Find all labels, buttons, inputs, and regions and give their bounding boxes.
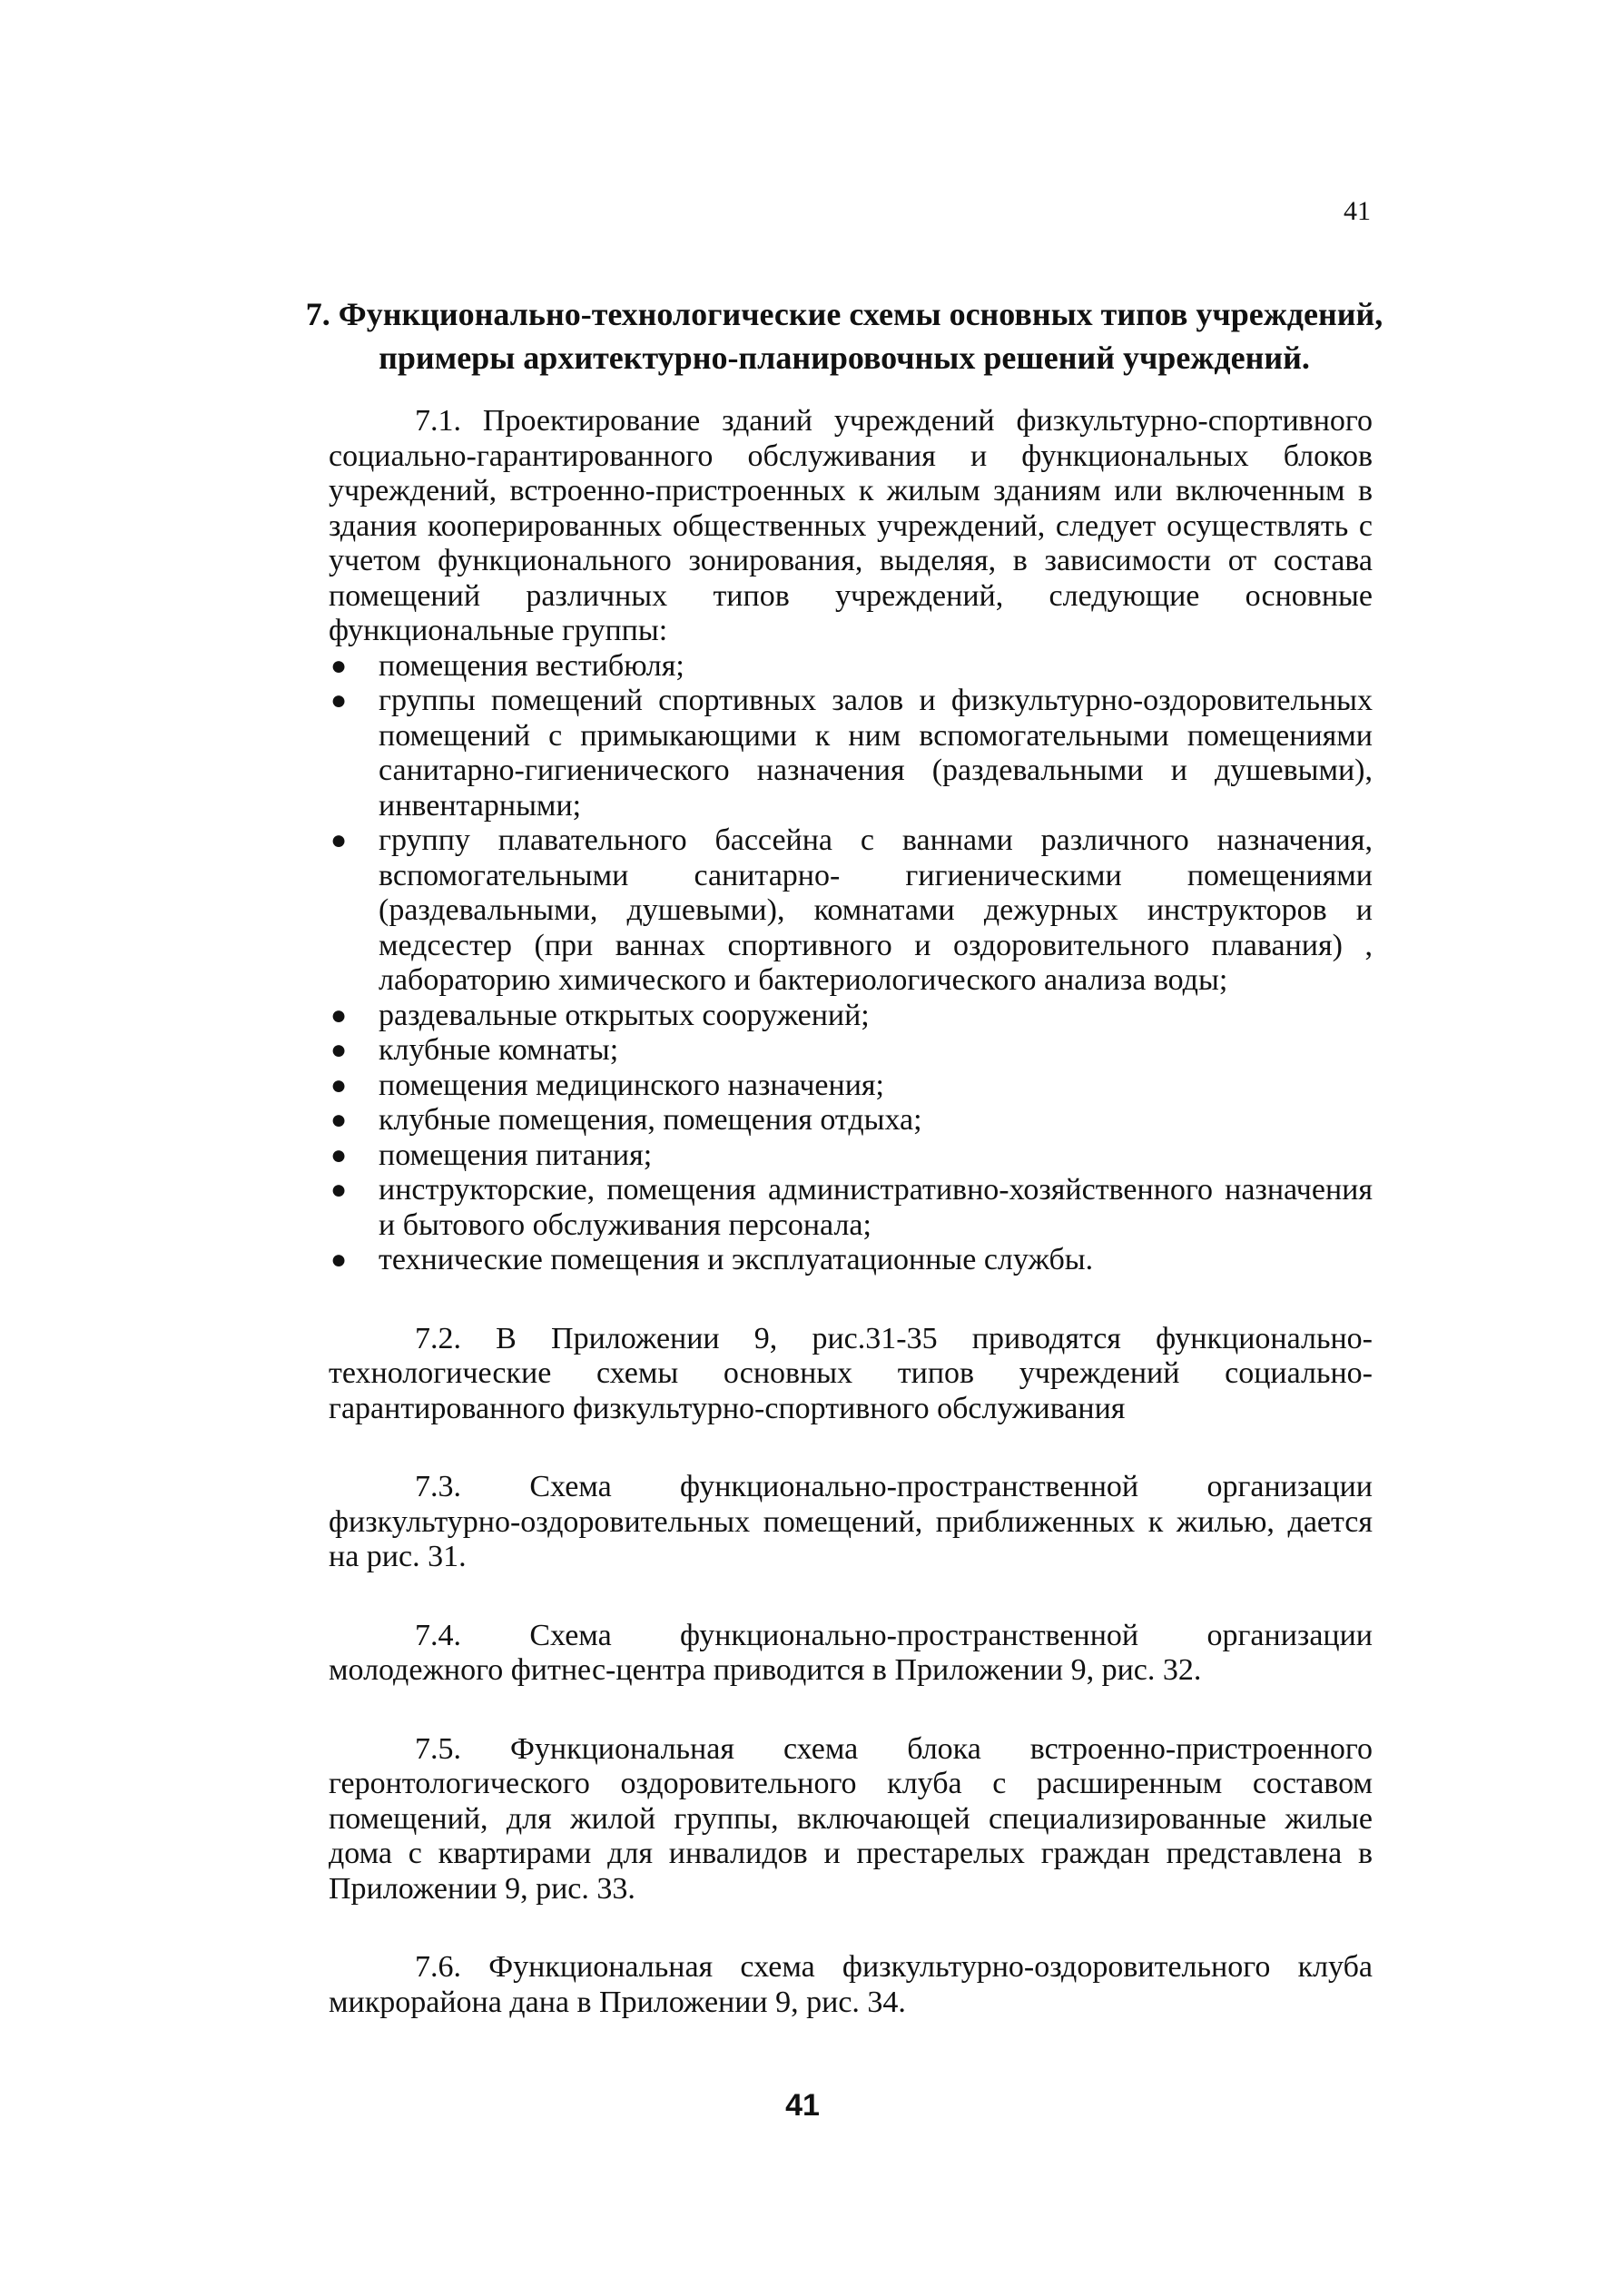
list-item-text: инструкторские, помещения административно-хозяйственного назначения и бытового обслуживания персонала;: [379, 1173, 1373, 1242]
bullet-icon: ●: [330, 650, 348, 681]
heading-line-1: 7. Функционально-технологические схемы основных типов учреждений,: [305, 296, 1383, 332]
paragraph-7-3: 7.3. Схема функционально-пространственной организации физкультурно-оздоровительных помещений, приближенных к жилью, дается на рис. 31.: [329, 1470, 1373, 1573]
list-item-text: помещения питания;: [379, 1138, 653, 1172]
bullet-icon: ●: [330, 685, 348, 715]
section-heading: [300, 292, 1389, 379]
heading-line-2: примеры архитектурно-планировочных решений учреждений.: [379, 340, 1310, 376]
bullet-icon: ●: [330, 1105, 348, 1135]
bullet-icon: ●: [330, 1245, 348, 1275]
bullet-icon: ●: [330, 1069, 348, 1100]
list-item-text: клубные комнаты;: [379, 1033, 619, 1067]
list-item-text: клубные помещения, помещения отдыха;: [379, 1103, 922, 1137]
list-item-text: раздевальные открытых сооружений;: [379, 998, 870, 1032]
list-item-text: группы помещений спортивных залов и физкультурно-оздоровительных помещений с примыкающими к ним вспомогательными помещениями санитарно-гигиенического назначения (раздевальными и душевыми), инвентарными;: [379, 684, 1373, 823]
list-item-text: помещения вестибюля;: [379, 648, 684, 683]
list-item: [329, 649, 1373, 685]
paragraph-7-5: 7.5. Функциональная схема блока встроенно-пристроенного геронтологического оздоровительного клуба с расширенным составом помещений, для жилой группы, включающей специализированные жилые дома с квартирами для инвалидов и престарелых граждан представлена в Приложении 9, рис. 33.: [329, 1731, 1373, 1906]
bullet-icon: ●: [330, 1139, 348, 1170]
list-item: [329, 1069, 1373, 1104]
bullet-icon: ●: [330, 825, 348, 855]
list-item: [329, 1138, 1373, 1174]
list-item: [329, 1103, 1373, 1138]
bullet-icon: ●: [330, 1000, 348, 1030]
list-item-text: помещения медицинского назначения;: [379, 1068, 884, 1102]
bullet-icon: ●: [330, 1035, 348, 1065]
list-item: [329, 823, 1373, 999]
list-item: [329, 999, 1373, 1034]
list-item: [329, 1243, 1373, 1278]
list-item-text: технические помещения и эксплуатационные службы.: [379, 1243, 1094, 1276]
page-number-bottom: 41: [785, 2088, 820, 2123]
document-body: [329, 404, 1373, 2020]
list-item: [329, 1173, 1373, 1243]
page-number-top: 41: [1344, 196, 1371, 226]
list-item: [329, 1033, 1373, 1069]
functional-groups-list: [329, 649, 1373, 1278]
paragraph-7-1: 7.1. Проектирование зданий учреждений физкультурно-спортивного социально-гарантированного обслуживания и функциональных блоков учреждений, встроенно-пристроенных к жилым зданиям или включенным в здания кооперированных общественных учреждений, следует осуществлять с учетом функционального зонирования, выделяя, в зависимости от состава помещений различных типов учреждений, следующие основные функциональные группы:: [329, 404, 1373, 647]
paragraph-7-4: 7.4. Схема функционально-пространственной организации молодежного фитнес-центра приводится в Приложении 9, рис. 32.: [329, 1618, 1373, 1687]
paragraph-7-2: 7.2. В Приложении 9, рис.31-35 приводятся функционально-технологические схемы основных типов учреждений социально-гарантированного физкультурно-спортивного обслуживания: [329, 1321, 1373, 1425]
list-item: [329, 684, 1373, 823]
list-item-text: группу плавательного бассейна с ваннами различного назначения, вспомогательными санитарно- гигиеническими помещениями (раздевальными, душевыми), комнатами дежурных инструкторов и медсестер (при ваннах спортивного и оздоровительного плавания) , лабораторию химического и бактериологического анализа воды;: [379, 823, 1373, 997]
bullet-icon: ●: [330, 1175, 348, 1205]
paragraph-7-6: 7.6. Функциональная схема физкультурно-оздоровительного клуба микрорайона дана в Приложении 9, рис. 34.: [329, 1950, 1373, 2019]
